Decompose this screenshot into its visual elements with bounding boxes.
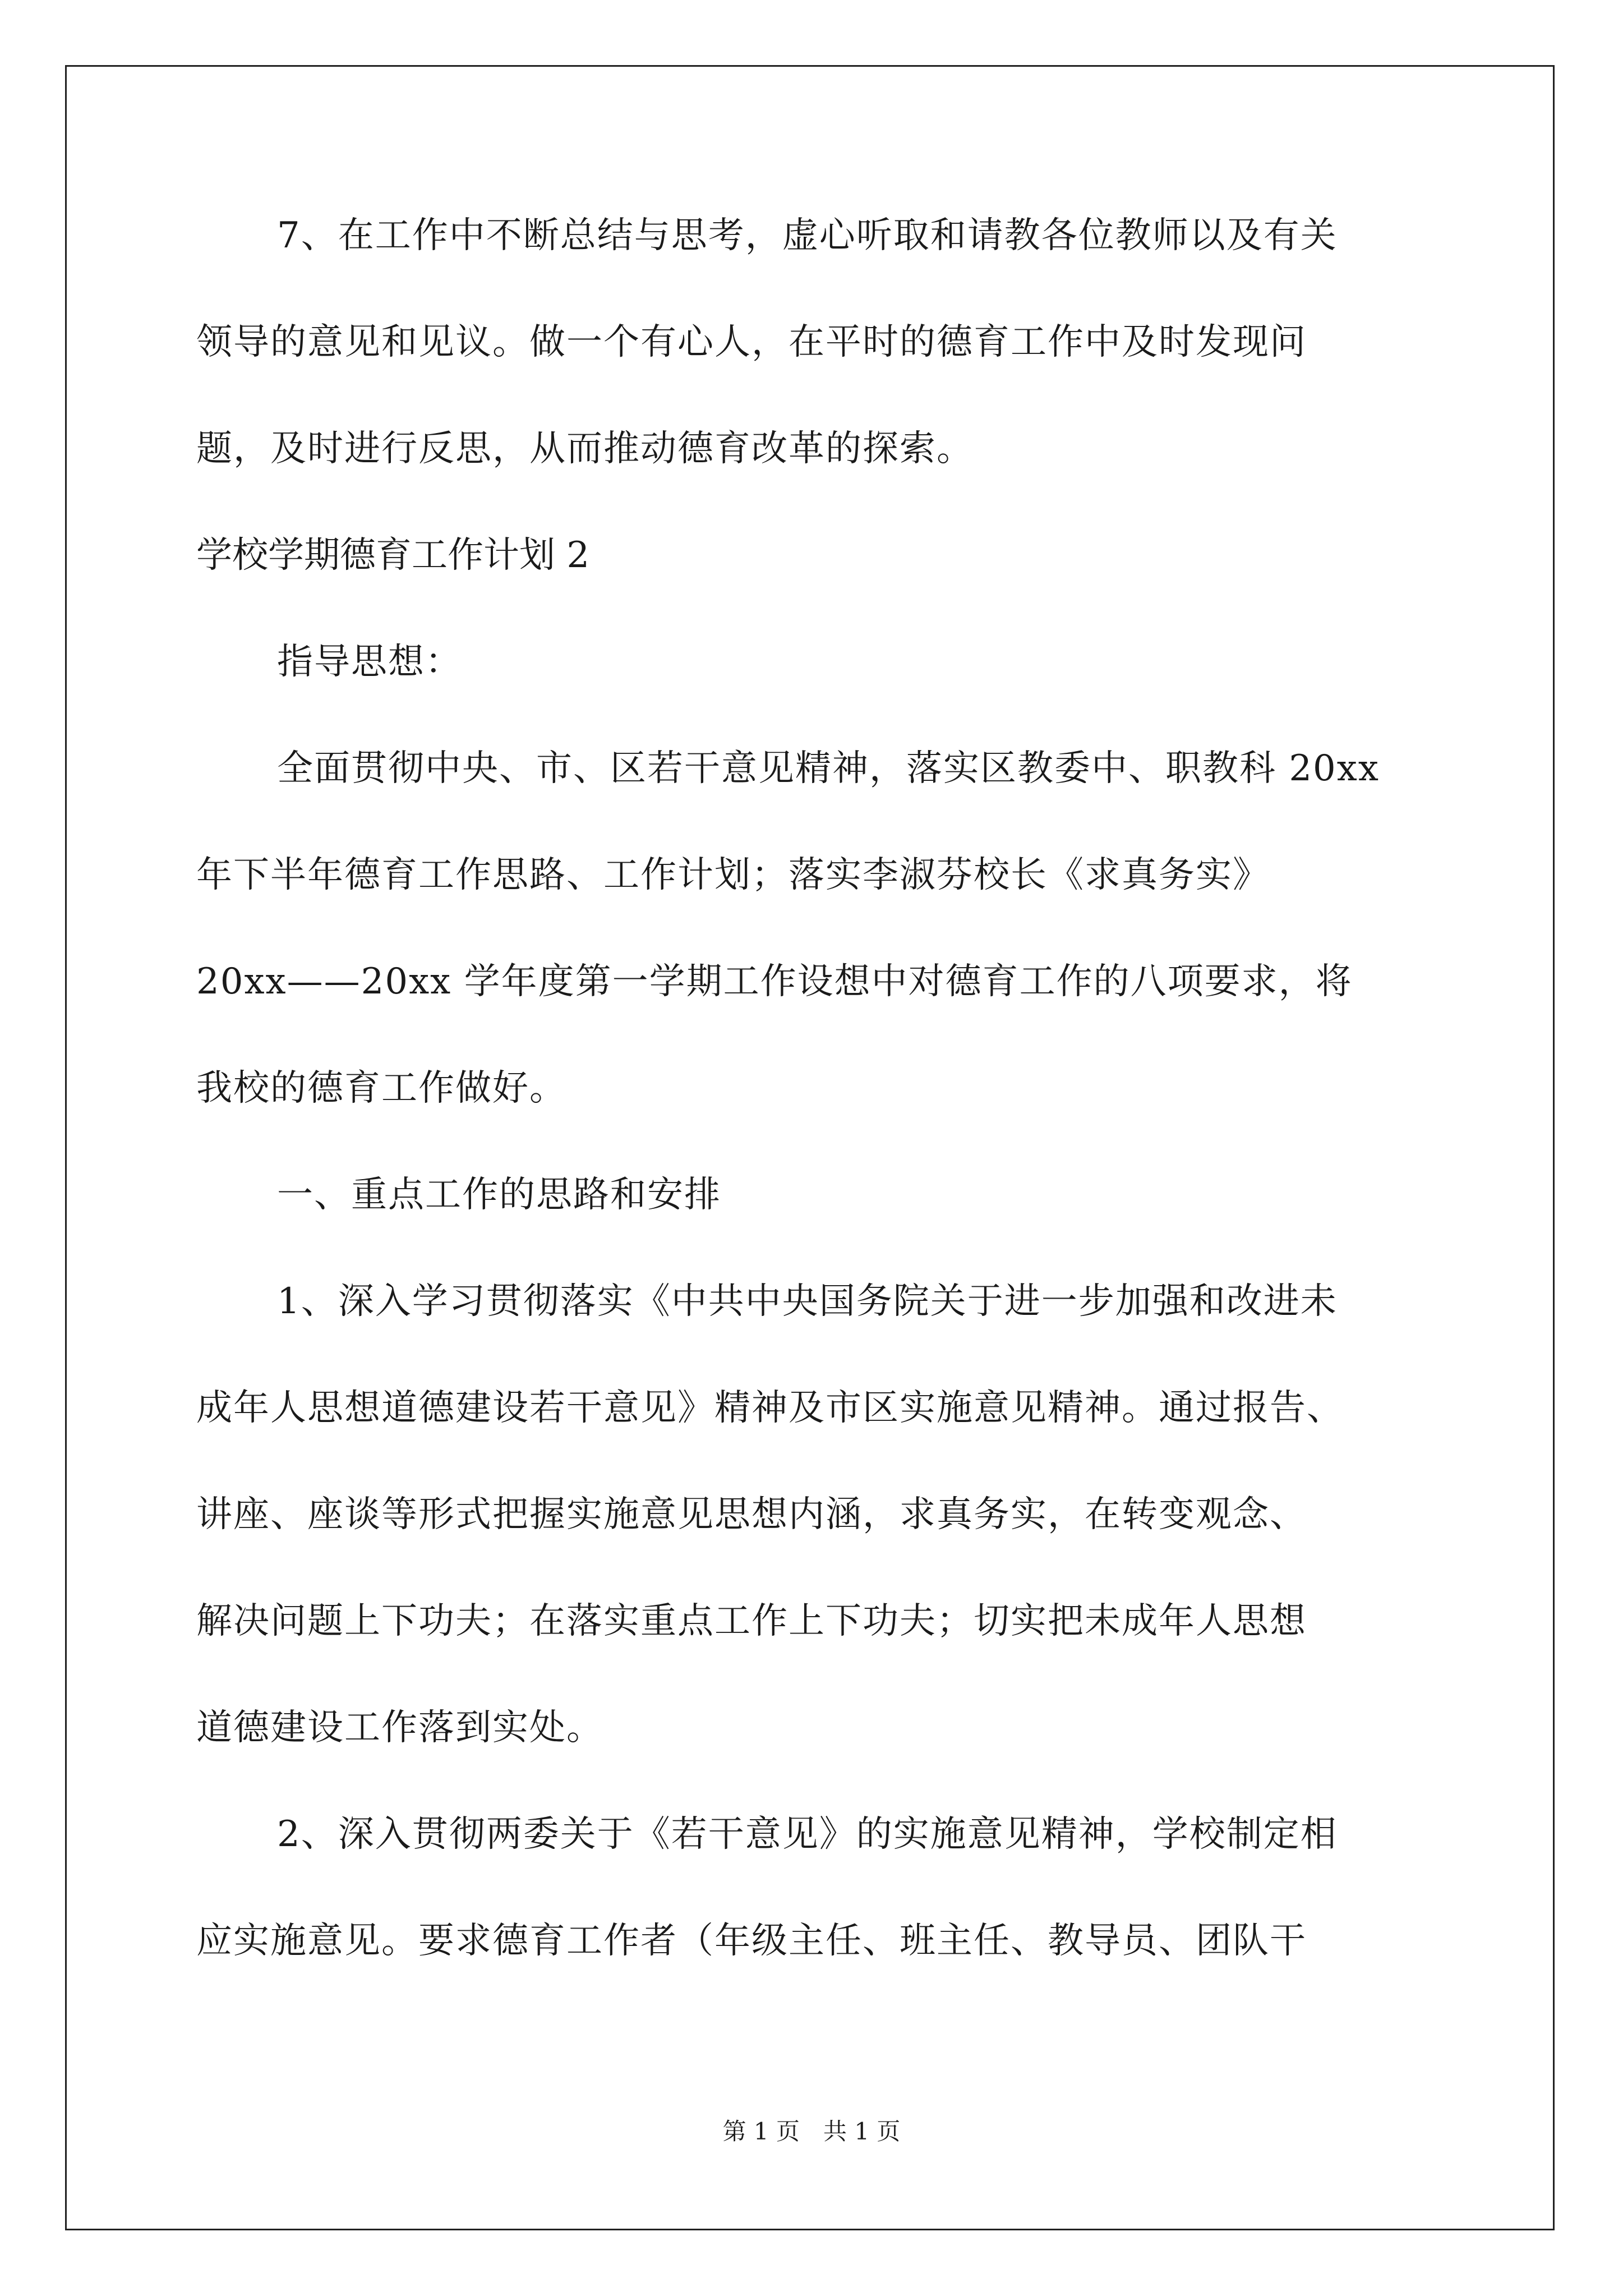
item-1-line: 讲座、座谈等形式把握实施意见思想内涵，求真务实，在转变观念、 <box>196 1494 1307 1535</box>
item-1-line: 道德建设工作落到实处。 <box>196 1707 603 1749</box>
item-1-line: 成年人思想道德建设若干意见》精神及市区实施意见精神。通过报告、 <box>196 1387 1344 1429</box>
paragraph-7-line: 领导的意见和见议。做一个有心人，在平时的德育工作中及时发现问 <box>196 321 1307 363</box>
paragraph-7-line: 题，及时进行反思，从而推动德育改革的探索。 <box>196 428 974 470</box>
guiding-paragraph-line: 我校的德育工作做好。 <box>196 1068 566 1109</box>
item-2-line: 应实施意见。要求德育工作者（年级主任、班主任、教导员、团队干 <box>196 1920 1307 1962</box>
guiding-heading: 指导思想： <box>277 641 462 683</box>
guiding-paragraph-line: 20xx——20xx 学年度第一学期工作设想中对德育工作的八项要求，将 <box>196 961 1353 1002</box>
page-border <box>65 65 1555 2230</box>
section-title: 学校学期德育工作计划 2 <box>196 535 590 576</box>
item-1-line: 1、深入学习贯彻落实《中共中央国务院关于进一步加强和改进未 <box>277 1281 1338 1322</box>
page-footer: 第 1 页 共 1 页 <box>722 2118 901 2145</box>
part-one-heading: 一、重点工作的思路和安排 <box>277 1174 721 1216</box>
guiding-paragraph-line: 全面贯彻中央、市、区若干意见精神，落实区教委中、职教科 20xx <box>277 748 1380 789</box>
paragraph-7-line: 7、在工作中不断总结与思考，虚心听取和请教各位教师以及有关 <box>277 215 1338 256</box>
item-1-line: 解决问题上下功夫；在落实重点工作上下功夫；切实把未成年人思想 <box>196 1600 1307 1642</box>
item-2-line: 2、深入贯彻两委关于《若干意见》的实施意见精神，学校制定相 <box>277 1814 1338 1855</box>
guiding-paragraph-line: 年下半年德育工作思路、工作计划；落实李淑芬校长《求真务实》 <box>196 854 1270 896</box>
